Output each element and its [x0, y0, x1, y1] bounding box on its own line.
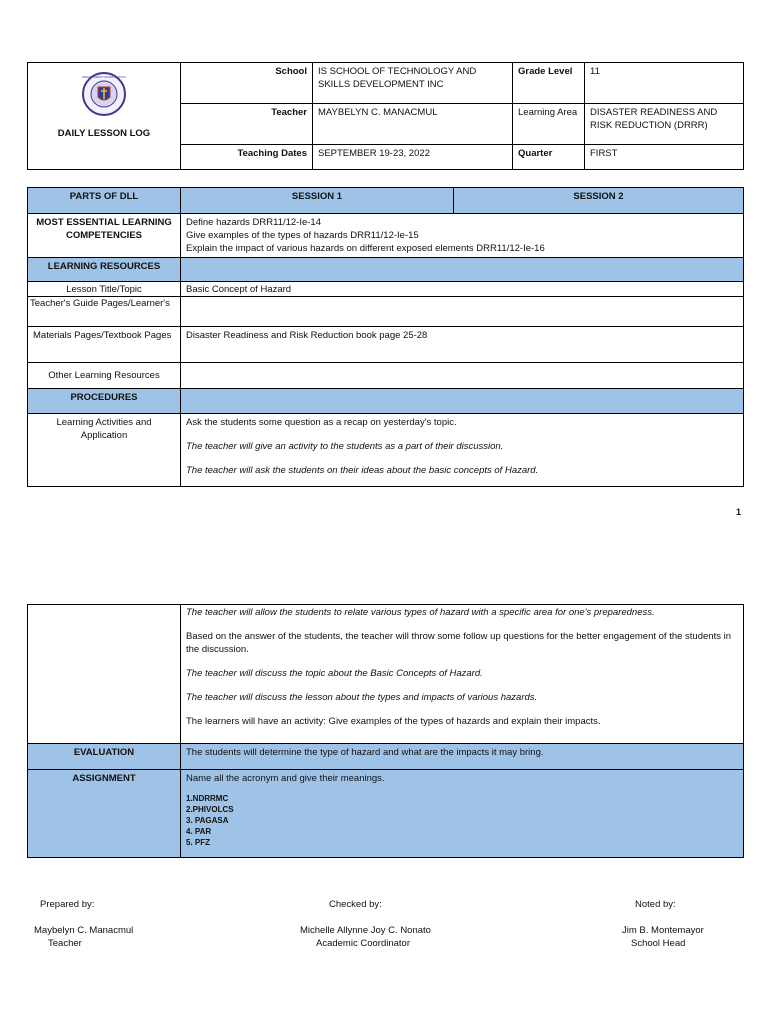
assignment-intro: Name all the acronym and give their meanings. — [186, 773, 385, 784]
noted-label: Noted by: — [635, 899, 676, 910]
dates-value: SEPTEMBER 19-23, 2022 — [313, 145, 513, 170]
guide-label: Teacher's Guide Pages/Learner's — [28, 297, 181, 327]
assignment-item: 2.PHIVOLCS — [186, 805, 234, 814]
dates-label: Teaching Dates — [181, 145, 313, 170]
resources-label: LEARNING RESOURCES — [28, 258, 181, 282]
procedure-content — [181, 605, 744, 744]
materials-value: Disaster Readiness and Risk Reduction book page 25-28 — [181, 327, 744, 363]
area-value: DISASTER READINESS AND RISK REDUCTION (DRRR) — [585, 104, 744, 145]
col-session-2: SESSION 2 — [454, 188, 744, 214]
assignment-item: 3. PAGASA — [186, 816, 229, 825]
activities-label: Learning Activities and Application — [28, 414, 181, 487]
grade-value: 11 — [585, 63, 744, 104]
procedure-line: The teacher will discuss the lesson about the types and impacts of various hazards. — [186, 692, 538, 703]
evaluation-value: The students will determine the type of hazard and what are the impacts it may bring. — [181, 744, 744, 770]
activity-line: The teacher will give an activity to the students as a part of their discussion. — [186, 441, 504, 452]
school-label: School — [181, 63, 313, 104]
procedure-line: Based on the answer of the students, the teacher will throw some follow up questions for the better engagement of the students in the discussion. — [186, 631, 731, 655]
procedure-line: The teacher will allow the students to relate various types of hazard with a specific area for one's preparedness. — [186, 607, 655, 618]
lesson-label: Lesson Title/Topic — [28, 282, 181, 297]
materials-label: Materials Pages/Textbook Pages — [28, 327, 181, 363]
page-title: DAILY LESSON LOG — [57, 128, 151, 139]
dll-table — [27, 187, 744, 487]
assignment-item: 1.NDRRMC — [186, 794, 229, 803]
quarter-label: Quarter — [513, 145, 585, 170]
activity-line: The teacher will ask the students on their ideas about the basic concepts of Hazard. — [186, 465, 539, 476]
checked-name: Michelle Allynne Joy C. Nonato — [300, 925, 431, 936]
col-session-1: SESSION 1 — [181, 188, 454, 214]
procedures-label: PROCEDURES — [28, 389, 181, 414]
deped-seal-icon — [81, 71, 127, 117]
logo-cell — [28, 63, 181, 170]
assignment-item: 5. PFZ — [186, 838, 211, 847]
checked-label: Checked by: — [329, 899, 382, 910]
grade-label: Grade Level — [513, 63, 585, 104]
school-value: IS SCHOOL OF TECHNOLOGY AND SKILLS DEVELOPMENT INC — [313, 63, 513, 104]
checked-role: Academic Coordinator — [316, 938, 410, 949]
page-number: 1 — [736, 507, 742, 517]
procedure-line: The teacher will discuss the topic about the Basic Concepts of Hazard. — [186, 668, 483, 679]
mec-label: MOST ESSENTIAL LEARNING COMPETENCIES — [28, 214, 181, 258]
prepared-name: Maybelyn C. Manacmul — [34, 925, 134, 936]
lesson-value: Basic Concept of Hazard — [181, 282, 744, 297]
evaluation-label: EVALUATION — [28, 744, 181, 770]
activities-content — [181, 414, 744, 487]
assignment-item: 4. PAR — [186, 827, 212, 836]
prepared-role: Teacher — [48, 938, 82, 949]
activity-line: Ask the students some question as a recap on yesterday's topic. — [186, 417, 457, 428]
assignment-content — [181, 770, 744, 858]
quarter-value: FIRST — [585, 145, 744, 170]
area-label: Learning Area — [513, 104, 585, 145]
svg-text:DEPARTMENT OF EDUCATION: DEPARTMENT OF EDUCATION — [82, 75, 126, 79]
prepared-label: Prepared by: — [40, 899, 95, 910]
noted-role: School Head — [631, 938, 686, 949]
mec-line: Define hazards DRR11/12-Ie-14 — [186, 217, 322, 228]
mec-line: Give examples of the types of hazards DRR11/12-Ie-15 — [186, 230, 419, 241]
teacher-label: Teacher — [181, 104, 313, 145]
noted-name: Jim B. Montemayor — [622, 925, 704, 936]
col-parts-of-dll: PARTS OF DLL — [28, 188, 181, 214]
mec-content — [181, 214, 744, 258]
mec-line: Explain the impact of various hazards on different exposed elements DRR11/12-Ie-16 — [186, 243, 545, 254]
procedure-line: The learners will have an activity: Give examples of the types of hazards and explain their impacts. — [186, 716, 601, 727]
header-table — [27, 62, 744, 170]
assignment-label: ASSIGNMENT — [28, 770, 181, 858]
other-resources-label: Other Learning Resources — [28, 363, 181, 389]
dll-table-continued — [27, 604, 744, 858]
teacher-value: MAYBELYN C. MANACMUL — [313, 104, 513, 145]
